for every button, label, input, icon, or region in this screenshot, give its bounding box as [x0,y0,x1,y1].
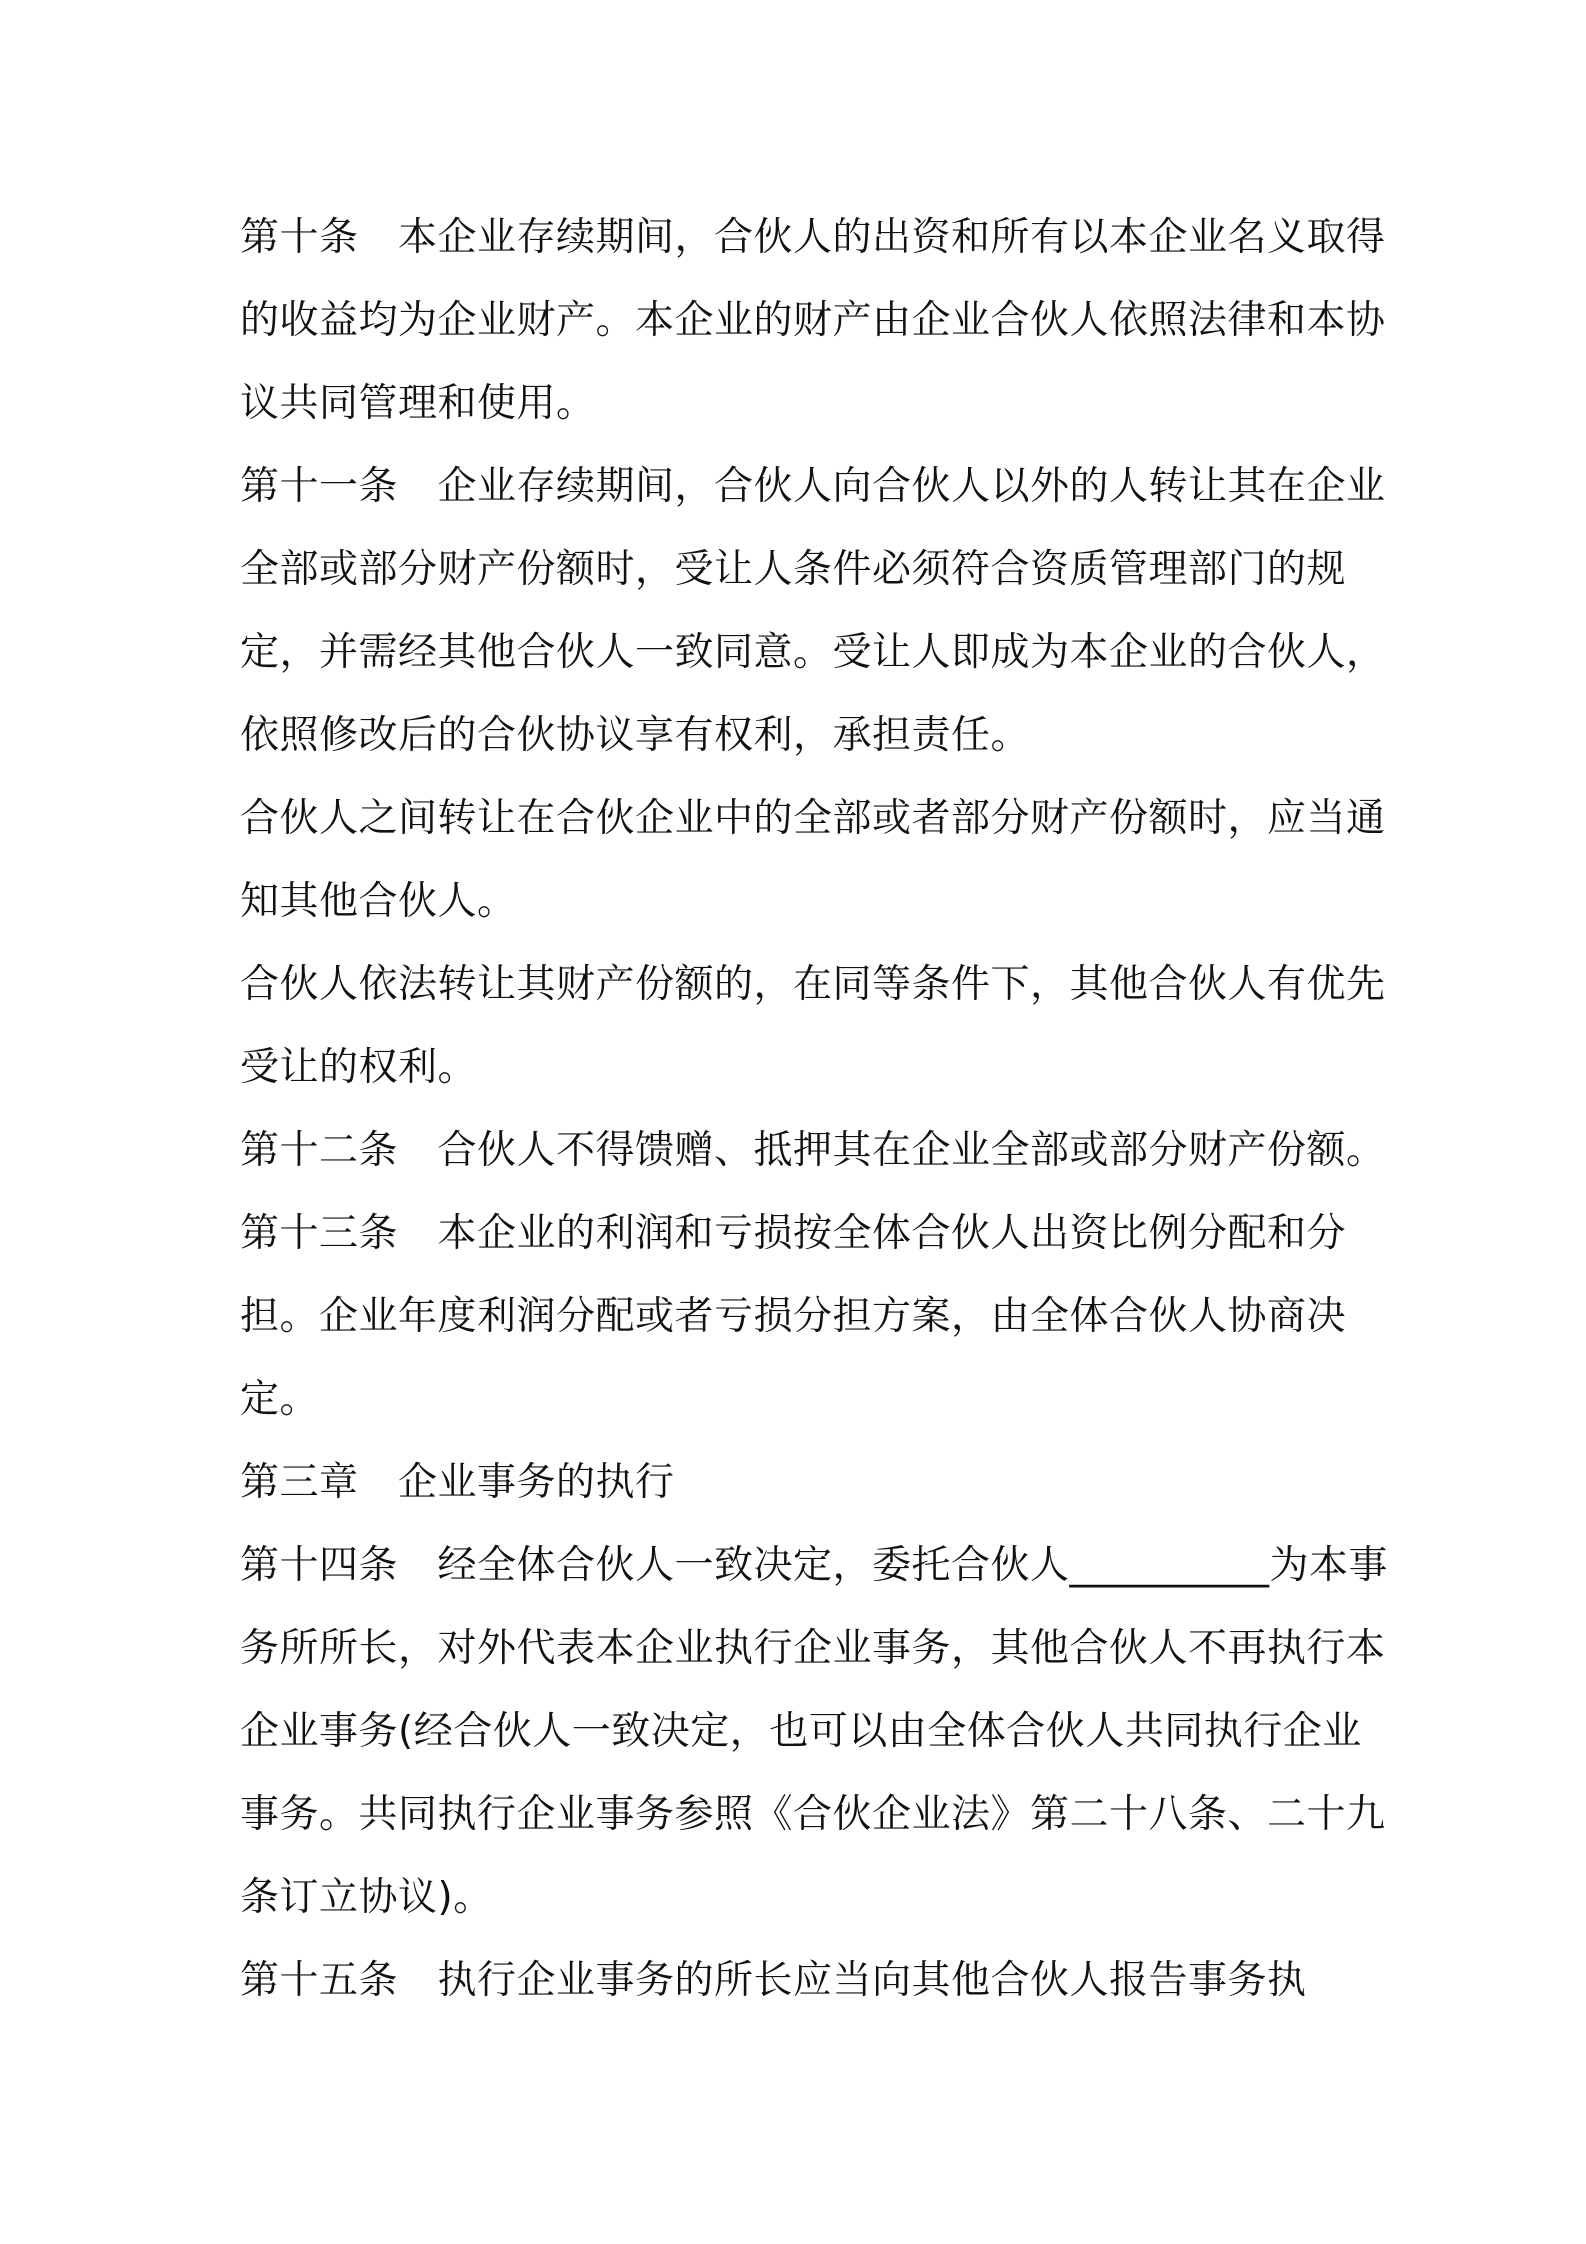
article-11-clause-3: 合伙人依法转让其财产份额的，在同等条件下，其他合伙人有优先受让的权利。 [240,962,1386,1090]
article-12: 第十二条 合伙人不得馈赠、抵押其在企业全部或部分财产份额。 [240,1128,1386,1173]
article-10: 第十条 本企业存续期间，合伙人的出资和所有以本企业名义取得的收益均为企业财产。本企业的财产由企业合伙人依照法律和本协议共同管理和使用。 [240,215,1386,426]
article-11-clause-2: 合伙人之间转让在合伙企业中的全部或者部分财产份额时，应当通知其他合伙人。 [240,796,1386,924]
chapter-3-heading: 第三章 企业事务的执行 [240,1460,675,1505]
article-15: 第十五条 执行企业事务的所长应当向其他合伙人报告事务执 [240,1958,1307,2003]
article-14: 第十四条 经全体合伙人一致决定，委托合伙人__________为本事务所所长，对外代表本企业执行企业事务，其他合伙人不再执行本企业事务(经合伙人一致决定，也可以由全体合伙人共同执行企业事务。共同执行企业事务参照《合伙企业法》第二十八条、二十九条订立协议)。 [240,1543,1389,1920]
article-11: 第十一条 企业存续期间，合伙人向合伙人以外的人转让其在企业全部或部分财产份额时，受让人条件必须符合资质管理部门的规定，并需经其他合伙人一致同意。受让人即成为本企业的合伙人，依照修改后的合伙协议享有权利，承担责任。 [240,464,1386,758]
document-body [240,196,1390,2022]
article-13: 第十三条 本企业的利润和亏损按全体合伙人出资比例分配和分担。企业年度利润分配或者亏损分担方案，由全体合伙人协商决定。 [240,1211,1347,1422]
